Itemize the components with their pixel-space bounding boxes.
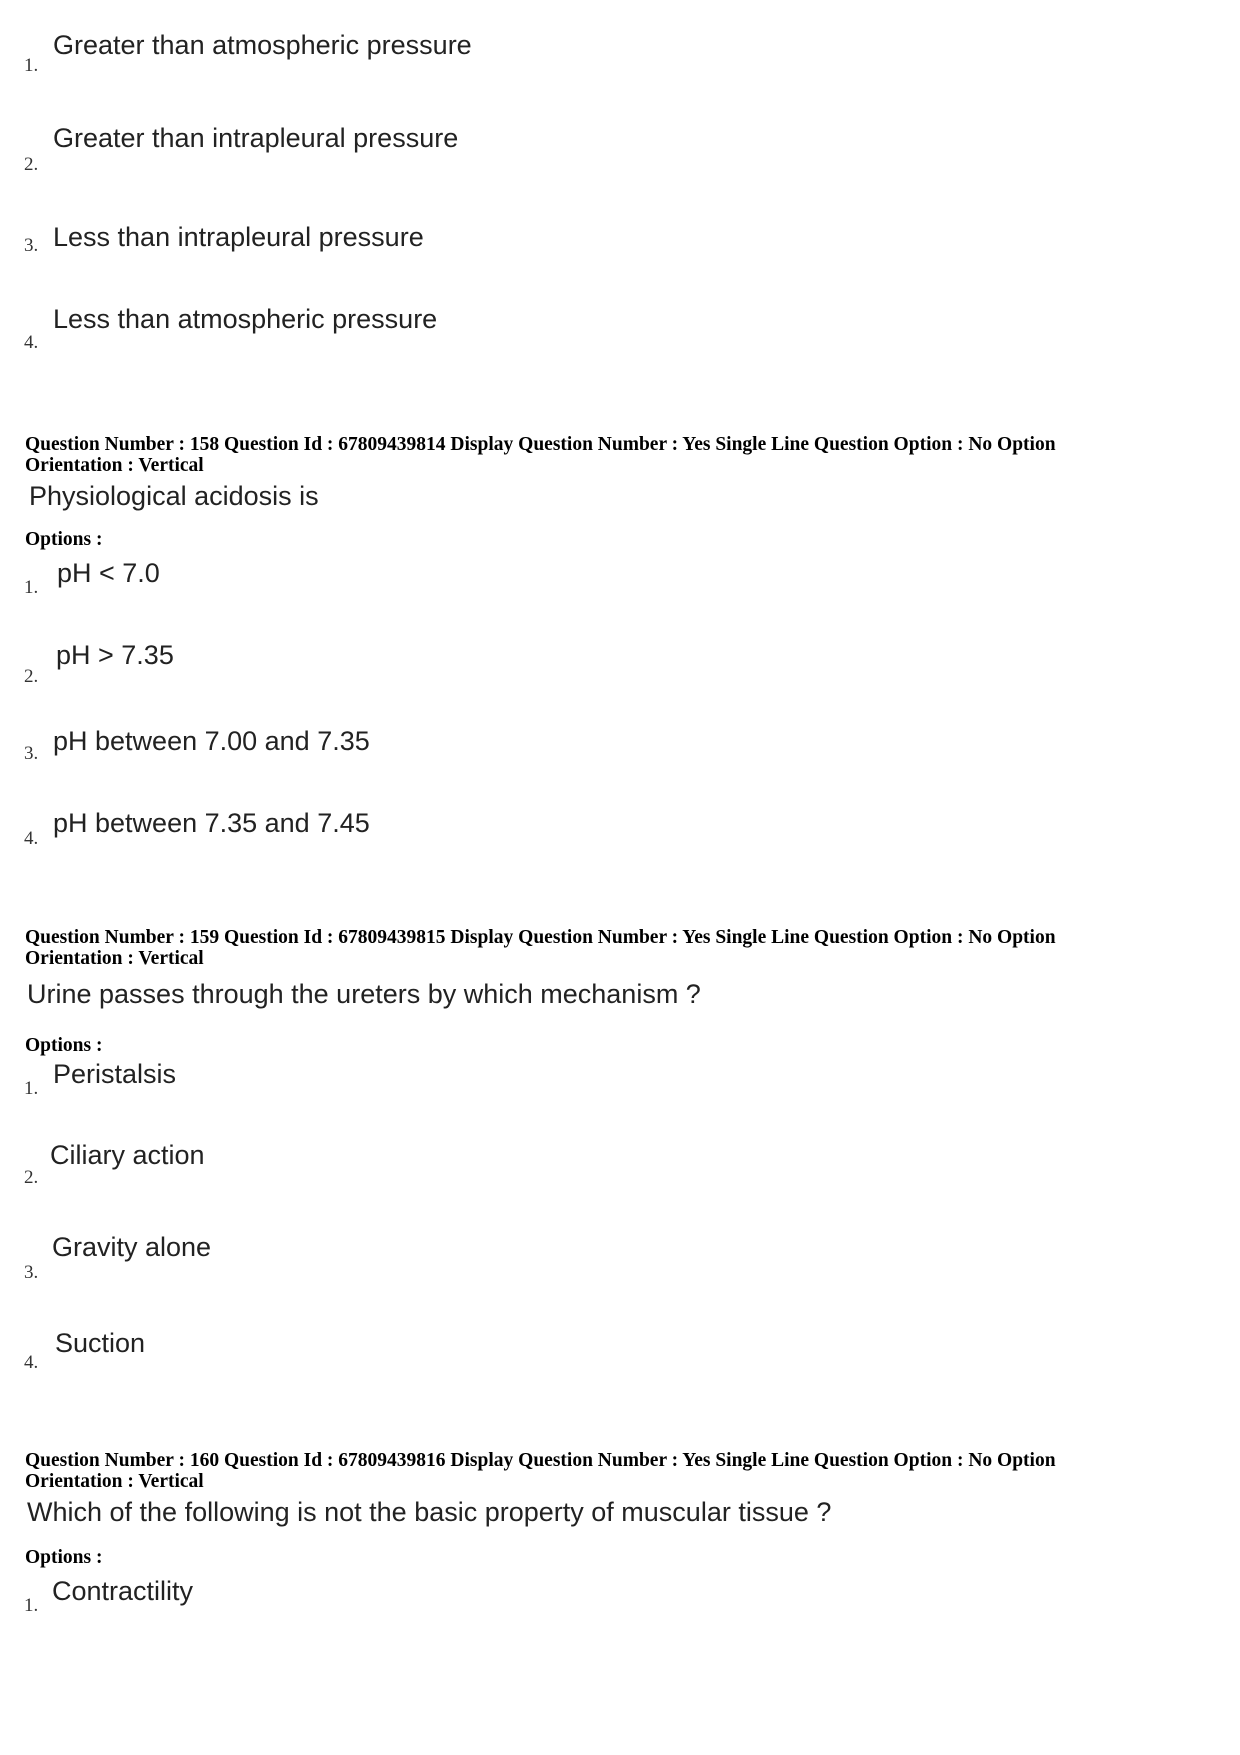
option-text: Peristalsis: [53, 1059, 177, 1089]
option-text: pH between 7.35 and 7.45: [53, 808, 370, 838]
option-number: 4.: [24, 1352, 39, 1373]
option-number: 1.: [24, 577, 39, 598]
question-text: Which of the following is not the basic property of muscular tissue ?: [27, 1497, 832, 1527]
option-text: Less than atmospheric pressure: [53, 304, 438, 334]
question-meta: [25, 927, 1205, 969]
question-meta: [25, 434, 1205, 476]
option-text: Contractility: [52, 1576, 194, 1606]
option-text: pH between 7.00 and 7.35: [53, 726, 370, 756]
option-number: 2.: [24, 1167, 39, 1188]
option-text: Suction: [55, 1328, 146, 1358]
option-text: pH < 7.0: [57, 558, 160, 588]
option-number: 1.: [24, 1595, 39, 1616]
options-label: Options :: [25, 1035, 103, 1056]
options-label: Options :: [25, 529, 103, 550]
question-meta-line2: Orientation : Vertical: [25, 1471, 204, 1492]
option-number: 1.: [24, 55, 39, 76]
option-text: Greater than atmospheric pressure: [53, 30, 472, 60]
question-meta-line1: Question Number : 160 Question Id : 67809439816 Display Question Number : Yes Single Line Question Option : No Option: [25, 1450, 1056, 1471]
question-meta-line2: Orientation : Vertical: [25, 948, 204, 969]
options-label: Options :: [25, 1547, 103, 1568]
question-text: Physiological acidosis is: [29, 481, 319, 511]
option-number: 3.: [24, 235, 39, 256]
option-text: pH > 7.35: [56, 640, 174, 670]
question-meta-line2: Orientation : Vertical: [25, 455, 204, 476]
option-number: 1.: [24, 1078, 39, 1099]
question-meta-line1: Question Number : 158 Question Id : 67809439814 Display Question Number : Yes Single Line Question Option : No Option: [25, 434, 1056, 455]
question-text: Urine passes through the ureters by which mechanism ?: [27, 979, 701, 1009]
option-text: Ciliary action: [50, 1140, 205, 1170]
option-number: 4.: [24, 332, 39, 353]
option-text: Less than intrapleural pressure: [53, 222, 424, 252]
option-text: Gravity alone: [52, 1232, 212, 1262]
option-number: 3.: [24, 1262, 39, 1283]
option-number: 3.: [24, 743, 39, 764]
option-text: Greater than intrapleural pressure: [53, 123, 459, 153]
option-number: 2.: [24, 154, 39, 175]
question-meta: [25, 1450, 1205, 1492]
option-number: 4.: [24, 828, 39, 849]
option-number: 2.: [24, 666, 39, 687]
question-meta-line1: Question Number : 159 Question Id : 67809439815 Display Question Number : Yes Single Line Question Option : No Option: [25, 927, 1056, 948]
